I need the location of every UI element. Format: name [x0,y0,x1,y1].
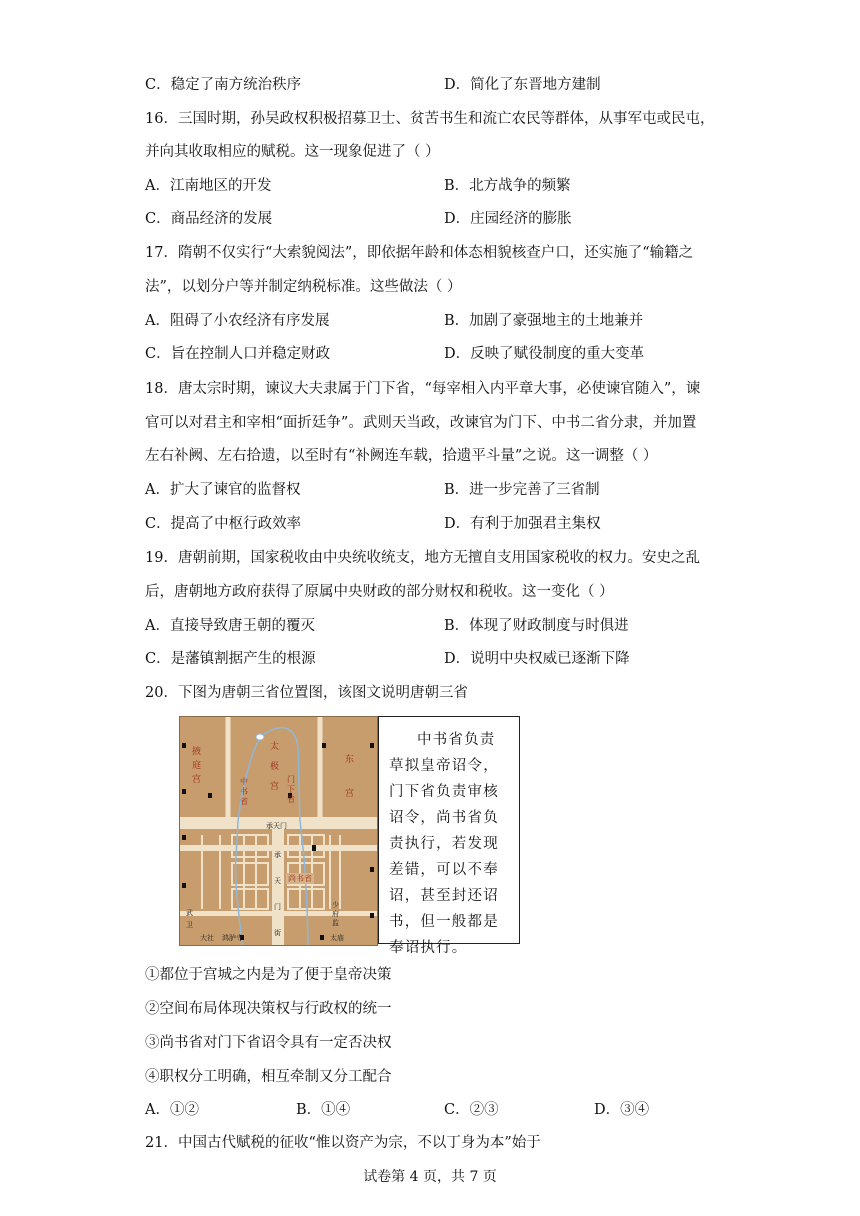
q18-option-d: D．有利于加强君主集权 [444,516,601,532]
q20-option-a: A．①② [145,1102,199,1118]
q20-statement-1: ①都位于宫城之内是为了便于皇帝决策 [145,967,392,983]
q20-text-box [378,716,520,956]
box-line: 诏，甚至封还诏 [389,888,499,904]
label-shangshu: 尚书省 [288,874,312,883]
q17-option-d: D．反映了赋役制度的重大变革 [444,346,645,362]
box-line: 诏令，尚书省负 [389,810,499,826]
q16-option-c: C．商品经济的发展 [145,211,273,227]
q17-stem-line1: 17．隋朝不仅实行“大索貌阅法”，即依据年龄和体态相貌核查户口，还实施了“输籍之 [145,245,694,261]
q21-stem: 21．中国古代赋税的征收“惟以资产为宗，不以丁身为本”始于 [145,1135,541,1151]
box-line: 奉诏执行。 [389,940,468,956]
q18-stem-line1: 18．唐太宗时期，谏议大夫隶属于门下省，“每宰相入内平章大事，必使谏官随入”，谏 [145,381,701,397]
tang-three-departments-map [179,716,378,946]
box-line: 书，但一般都是 [389,914,499,930]
q16-option-a: A．江南地区的开发 [145,178,272,194]
label-taiji-palace: 太极宫 [270,742,280,792]
label-menxia: 门下省 [287,775,295,804]
q17-stem-line2: 法”，以划分户等并制定纳税标准。这些做法（ ） [145,279,462,295]
q20-statement-4: ④职权分工明确，相互牵制又分工配合 [145,1069,392,1085]
q19-stem-line2: 后，唐朝地方政府获得了原属中央财政的部分财权和税收。这一变化（ ） [145,584,614,600]
q16-option-b: B．北方战争的频繁 [444,178,571,194]
q17-option-b: B．加剧了豪强地主的土地兼并 [444,313,644,329]
box-line: 责执行，若发现 [389,836,499,852]
q20-stem: 20．下图为唐朝三省位置图，该图文说明唐朝三省 [145,685,468,701]
q18-stem-line2: 官可以对君主和宰相“面折廷争”。武则天当政，改谏官为门下、中书二省分隶，并加置 [145,415,697,431]
q16-stem-line2: 并向其收取相应的赋税。这一现象促进了（ ） [145,144,440,160]
q19-option-d: D．说明中央权威已逐渐下降 [444,651,630,667]
box-line: 中书省负责 [417,732,496,748]
q15-option-d: D．简化了东晋地方建制 [444,77,601,93]
q19-stem-line1: 19．唐朝前期，国家税收由中央统收统支，地方无擅自支用国家税收的权力。安史之乱 [145,550,700,566]
label-honglu: 鸿胪寺 [222,934,243,942]
q20-option-b: B．①④ [296,1102,351,1118]
label-chengtian-street: 承天门街 [274,851,281,937]
q16-stem-line1: 16．三国时期，孙吴政权积极招募卫士、贫苦书生和流亡农民等群体，从事军屯或民屯， [145,111,715,127]
label-zhongshu: 中书省 [240,777,248,806]
label-dashe: 大社 [200,934,214,942]
q16-option-d: D．庄园经济的膨胀 [444,211,572,227]
q17-option-c: C．旨在控制人口并稳定财政 [145,346,331,362]
q19-option-a: A．直接导致唐王朝的覆灭 [145,618,315,634]
page-footer: 试卷第 4 页，共 7 页 [363,1169,497,1185]
q18-option-b: B．进一步完善了三省制 [444,482,600,498]
q20-option-c: C．②③ [444,1102,499,1118]
label-chengtian-gate: 承天门 [266,822,287,830]
q19-option-c: C．是藩镇割据产生的根源 [145,651,316,667]
q15-option-c: C．稳定了南方统治秩序 [145,77,302,93]
label-east-palace: 东宫 [345,755,355,799]
q20-statement-3: ③尚书省对门下省诏令具有一定否决权 [145,1035,392,1051]
box-line: 草拟皇帝诏令， [389,758,499,774]
label-wuwei: 武卫 [186,909,193,929]
q19-option-b: B．体现了财政制度与时俱进 [444,618,629,634]
box-line: 差错，可以不奉 [389,862,499,878]
box-line: 门下省负责审核 [389,784,499,800]
label-shaofu: 少府监 [332,901,339,927]
label-taimiao: 太庙 [330,934,344,942]
q17-option-a: A．阻碍了小农经济有序发展 [145,313,330,329]
q20-statement-2: ②空间布局体现决策权与行政权的统一 [145,1001,392,1017]
q18-stem-line3: 左右补阙、左右拾遗，以至时有“补阙连车载，拾遗平斗量”之说。这一调整（ ） [145,448,658,464]
q20-option-d: D．③④ [594,1102,650,1118]
q18-option-c: C．提高了中枢行政效率 [145,516,302,532]
label-yeting-palace: 掖庭宫 [192,747,202,785]
q18-option-a: A．扩大了谏官的监督权 [145,482,301,498]
